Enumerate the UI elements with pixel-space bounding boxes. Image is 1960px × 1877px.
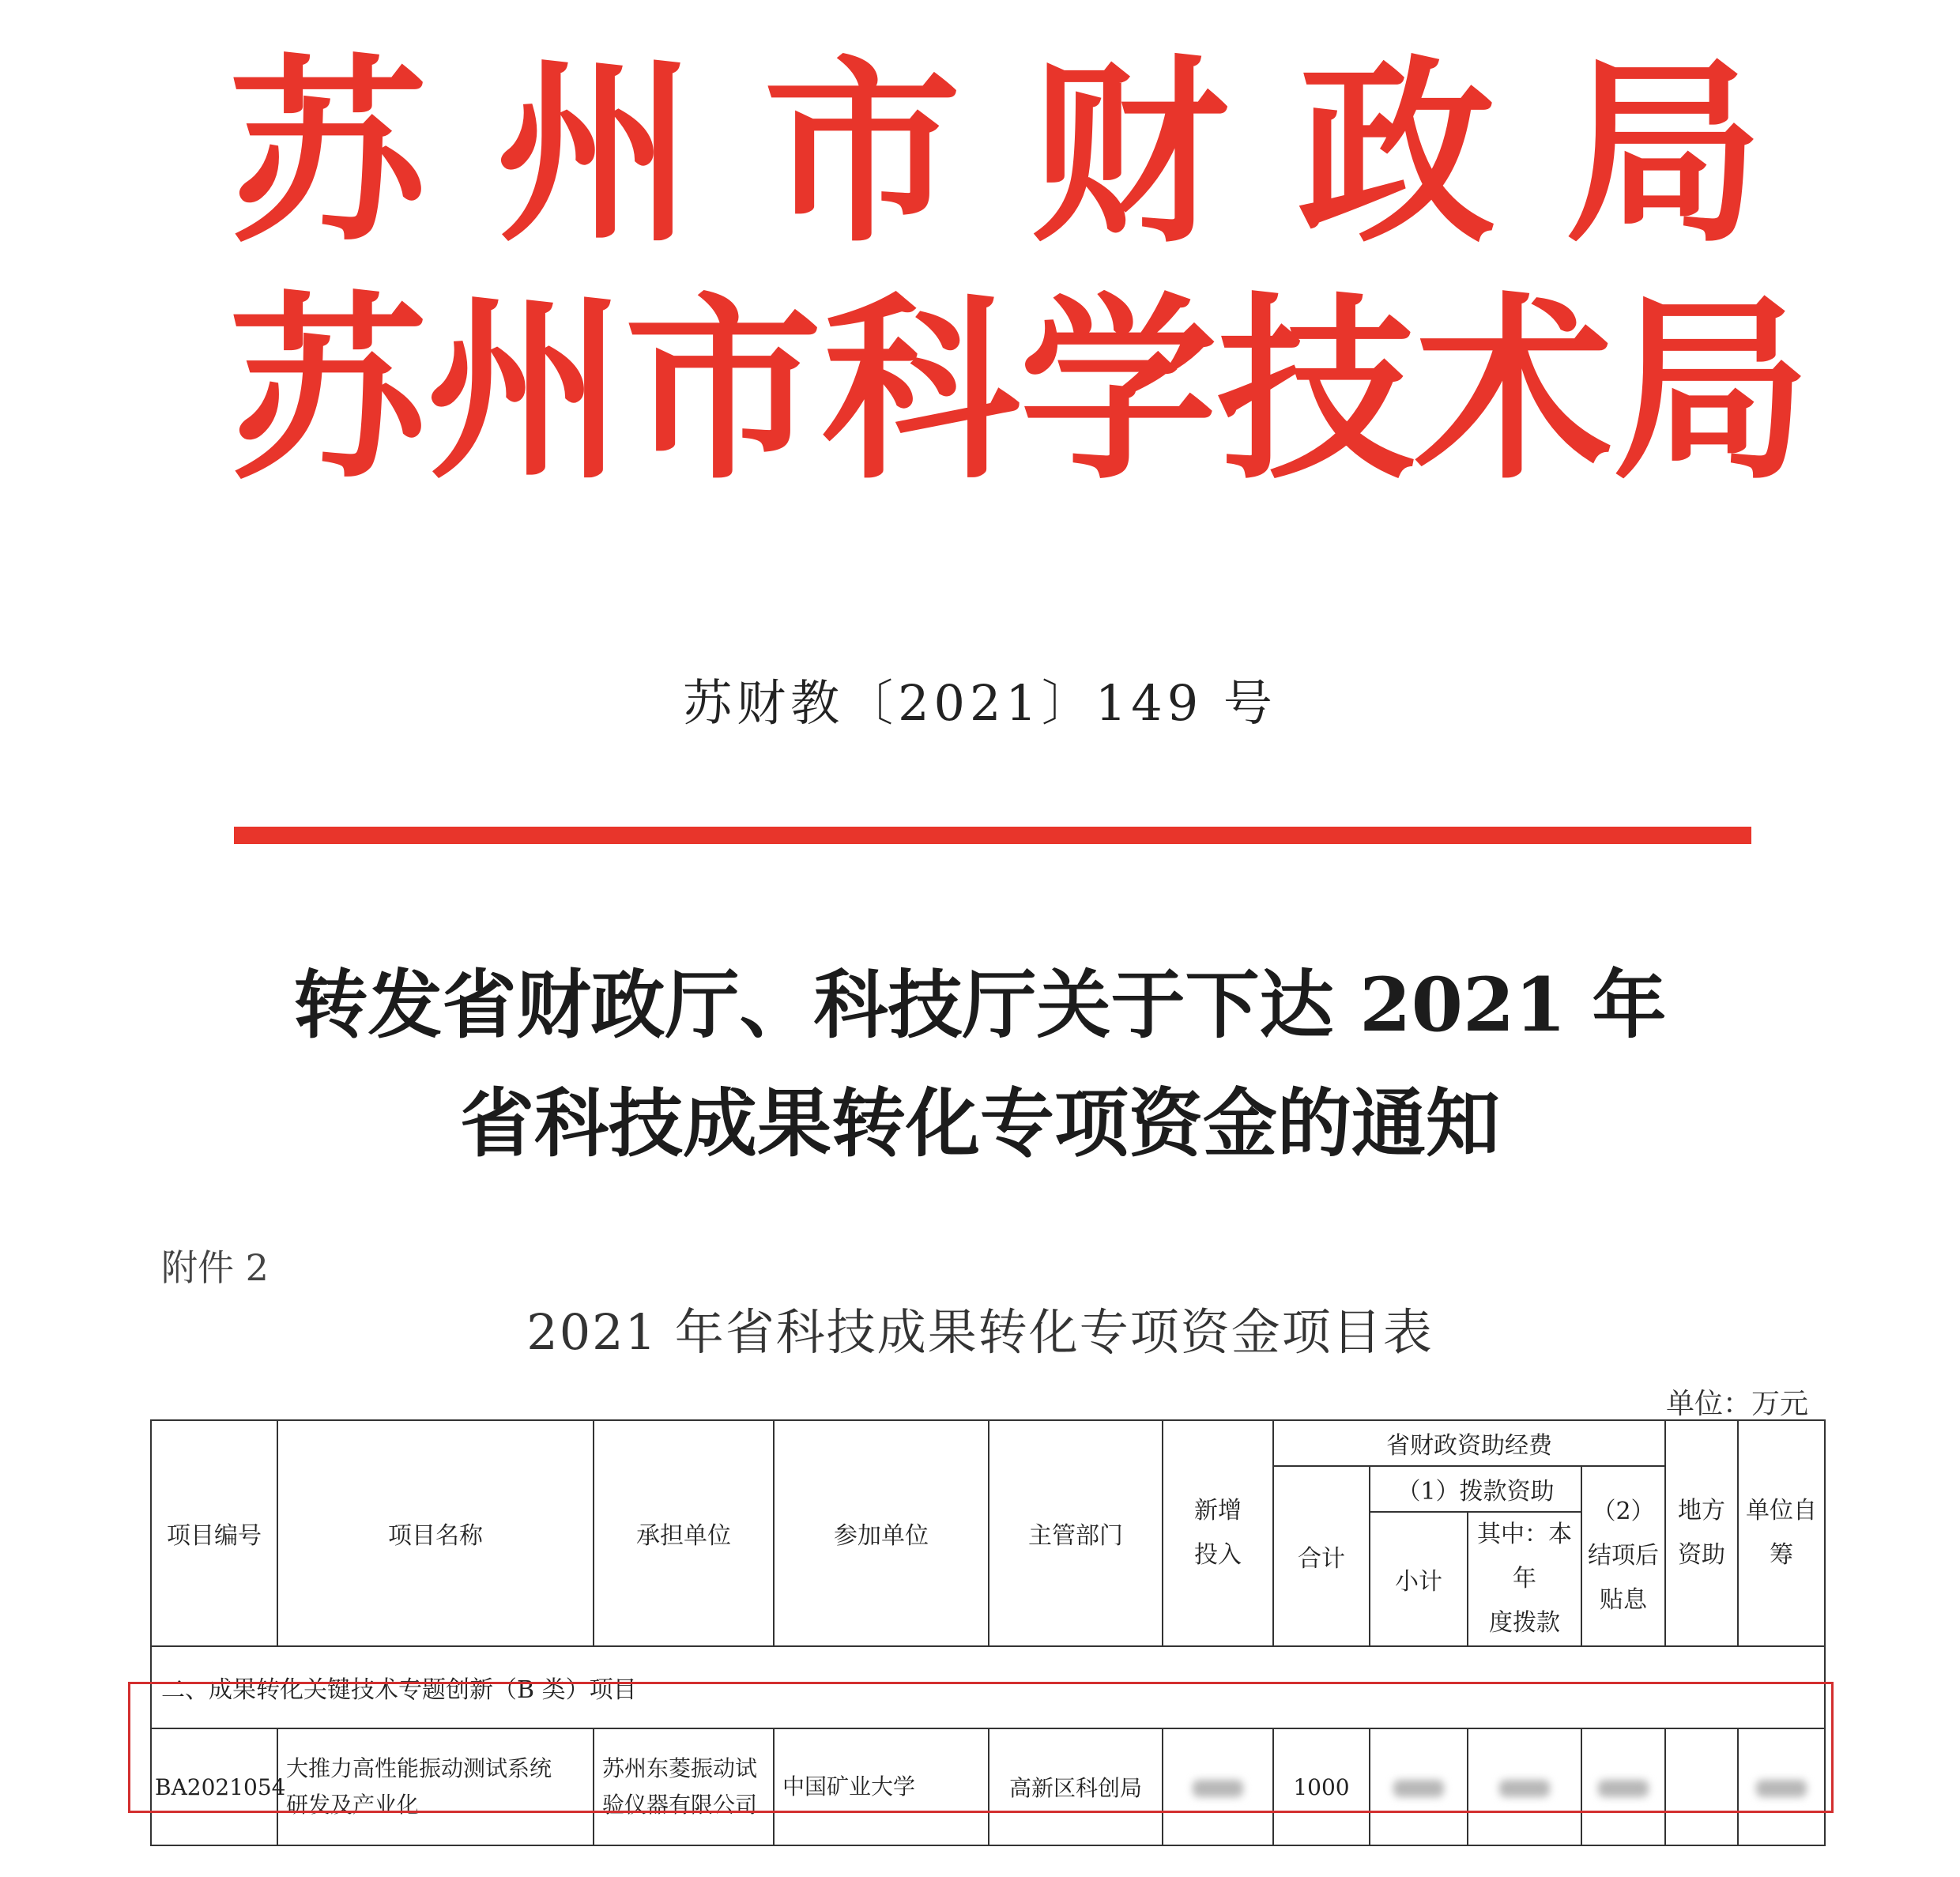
unit-label: 单位：万元 <box>1666 1388 1809 1420</box>
cell-new-investment <box>1163 1728 1273 1845</box>
letterhead-char: 局 <box>1565 39 1762 269</box>
cell-project-name <box>277 1728 594 1845</box>
cell-local-funding <box>1665 1728 1738 1845</box>
cell-text: 苏州东菱振动试 <box>602 1755 758 1781</box>
header-grant-subtotal: 小计 <box>1370 1512 1468 1646</box>
table-title: 2021 年省科技成果转化专项资金项目表 <box>526 1303 1434 1361</box>
letterhead-char: 学 <box>1020 276 1217 506</box>
letterhead-char: 市 <box>763 39 961 269</box>
header-grant-this-year <box>1468 1512 1581 1646</box>
notice-title-line-2: 省科技成果转化专项资金的通知 <box>459 1080 1500 1167</box>
header-text: 结项后 <box>1588 1542 1659 1570</box>
cell-grant-this-year <box>1468 1728 1581 1845</box>
letterhead-char: 苏 <box>229 276 427 506</box>
redacted-value <box>1393 1780 1444 1797</box>
cell-grant-subtotal <box>1370 1728 1468 1845</box>
header-text: 新增 <box>1194 1497 1242 1525</box>
header-post-project-interest <box>1581 1466 1665 1646</box>
project-table <box>150 1419 1826 1846</box>
section-row: 二、成果转化关键技术专题创新（B 类）项目 <box>151 1646 1825 1728</box>
letterhead-char: 市 <box>624 276 822 506</box>
cell-department: 高新区科创局 <box>989 1728 1163 1845</box>
cell-project-no: BA2021054 <box>151 1728 277 1845</box>
cell-self-funding <box>1738 1728 1825 1845</box>
header-text: 资助 <box>1678 1541 1725 1569</box>
cell-text: 验仪器有限公司 <box>602 1792 758 1818</box>
header-text: 单位自 <box>1746 1497 1817 1525</box>
letterhead-char: 州 <box>496 39 694 269</box>
header-project-no: 项目编号 <box>151 1420 277 1646</box>
header-text: 贴息 <box>1600 1586 1647 1614</box>
letterhead-finance-bureau <box>229 39 1762 269</box>
letterhead-char: 财 <box>1031 39 1228 269</box>
cell-text: 研发及产业化 <box>286 1792 420 1818</box>
header-department: 主管部门 <box>989 1420 1163 1646</box>
letterhead-science-bureau <box>229 276 1810 506</box>
header-self-funding <box>1738 1420 1825 1646</box>
cell-undertaker <box>594 1728 774 1845</box>
header-new-investment <box>1163 1420 1273 1646</box>
redacted-value <box>1756 1780 1807 1797</box>
header-text: 投入 <box>1194 1541 1242 1569</box>
document-number: 苏财教〔2021〕149 号 <box>683 674 1277 732</box>
redacted-value <box>1193 1780 1243 1797</box>
header-project-name: 项目名称 <box>277 1420 594 1646</box>
table-row <box>151 1728 1825 1845</box>
letterhead-char: 州 <box>427 276 624 506</box>
notice-title-line-1: 转发省财政厅、科技厅关于下达 2021 年 <box>293 962 1667 1049</box>
header-text: 地方 <box>1678 1497 1725 1525</box>
header-text: （2） <box>1592 1498 1655 1525</box>
letterhead-char: 术 <box>1415 276 1612 506</box>
header-undertaker: 承担单位 <box>594 1420 774 1646</box>
letterhead-char: 苏 <box>229 39 427 269</box>
cell-participant: 中国矿业大学 <box>774 1728 989 1845</box>
redacted-value <box>1598 1780 1649 1797</box>
header-total: 合计 <box>1273 1466 1370 1646</box>
header-text: 其中：本年 <box>1477 1521 1572 1592</box>
header-text: 筹 <box>1770 1541 1793 1569</box>
letterhead-char: 科 <box>822 276 1020 506</box>
red-divider-line <box>234 827 1751 844</box>
redacted-value <box>1499 1780 1550 1797</box>
header-participant: 参加单位 <box>774 1420 989 1646</box>
letterhead-char: 局 <box>1612 276 1810 506</box>
cell-post-project-interest <box>1581 1728 1665 1845</box>
header-provincial-funding: 省财政资助经费 <box>1273 1420 1665 1466</box>
header-local-funding <box>1665 1420 1738 1646</box>
cell-text: 大推力高性能振动测试系统 <box>286 1755 552 1781</box>
letterhead-char: 技 <box>1217 276 1415 506</box>
cell-total: 1000 <box>1273 1728 1370 1845</box>
attachment-label: 附件 2 <box>161 1246 269 1289</box>
header-grant: （1）拨款资助 <box>1370 1466 1581 1512</box>
header-text: 度拨款 <box>1489 1609 1560 1637</box>
letterhead-char: 政 <box>1298 39 1495 269</box>
